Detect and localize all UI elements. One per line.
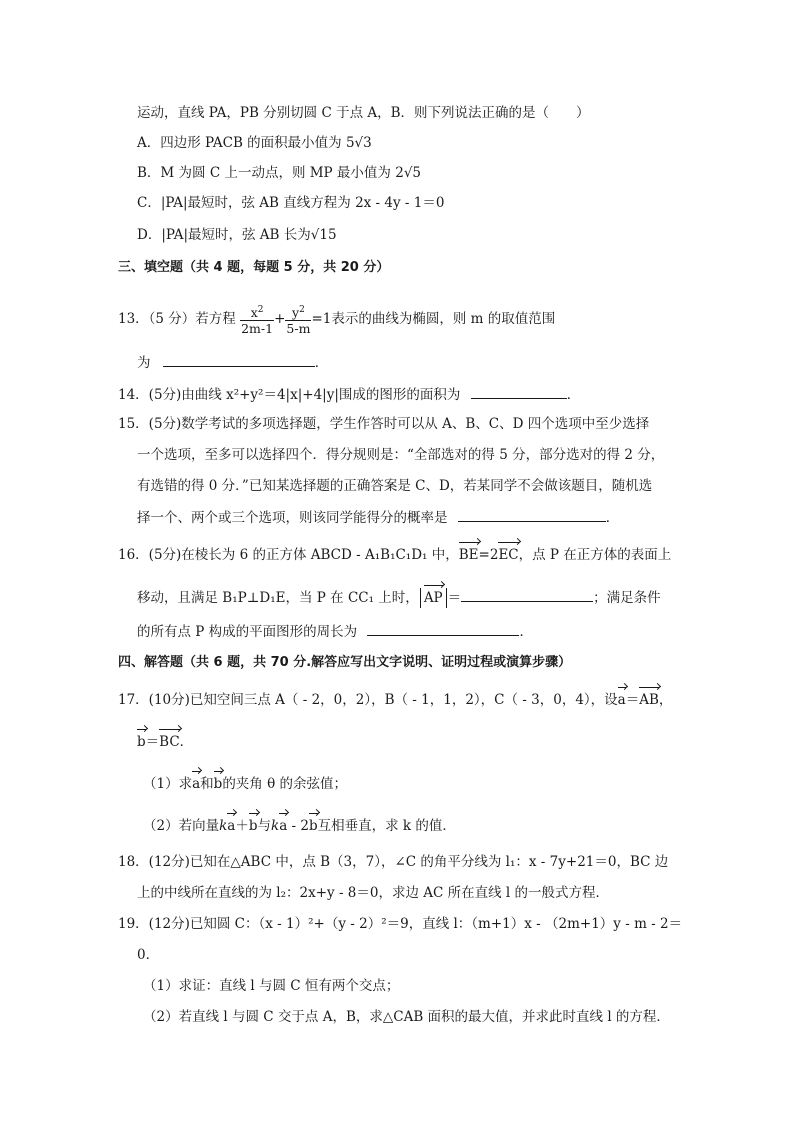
q16-line1: 16．(5分)在棱长为 6 的正方体 ABCD - A₁B₁C₁D₁ 中，BE=2EC，点 P 在正方体的表面上 [118,547,672,563]
q17-line2: b＝BC． [137,734,194,750]
q19-line1: 19．(12分)已知圆 C：（x - 1）²+（y - 2）²＝9，直线 l：（m+1）x - （2m+1）y - m - 2＝ [118,916,683,932]
vector-b: b [137,734,146,750]
q17-line1: 17．(10分)已知空间三点 A（ - 2，0，2），B（ - 1，1，2），C（ - 3，0，4），设a＝AB， [118,692,673,708]
q16-line2: 移动，且满足 B₁P⊥D₁E，当 P 在 CC₁ 上时， AP ＝ ；满足条件 [137,587,661,608]
q19-line2: 0． [137,947,160,963]
q16-answer-blank-2[interactable] [367,621,519,636]
q15-line4: 择一个、两个或三个选项，则该同学能得分的概率是 ． [137,507,619,528]
q13-line1: 13．（5 分）若方程 $\frac{x^2}{2m-1}$ + $\frac{y^2}{5-m}$ =1表示的曲线为椭圆，则 m 的取值范围 [118,304,556,337]
q19-part2: （2）若直线 l 与圆 C 交于点 A，B，求△CAB 面积的最大值，并求此时直线 l 的方程． [143,1009,670,1025]
q12-option-c: C．|PA|最短时，弦 AB 直线方程为 2x - 4y - 1＝0 [137,195,445,211]
section-3-heading: 三、填空题（共 4 题，每题 5 分，共 20 分） [118,260,390,275]
q13-mid: =1表示的曲线为椭圆，则 m 的取值范围 [311,311,556,327]
q18-line1: 18．(12分)已知在△ABC 中，点 B（3，7），∠C 的角平分线为 l₁：x - 7y+21＝0，BC 边 [118,854,669,870]
q17-part1: （1）求a和b的夹角 θ 的余弦值； [143,776,348,792]
q18-line2: 上的中线所在直线的为 l₂：2x+y - 8＝0，求边 AC 所在直线 l 的一般式方程． [137,885,610,901]
q13-answer-blank[interactable] [163,352,315,367]
q15-line2: 一个选项，至多可以选择四个．得分规则是：“全部选对的得 5 分，部分选对的得 2 分， [137,447,665,463]
q16-answer-blank-1[interactable] [461,587,593,602]
q12-stem: 运动，直线 PA，PB 分别切圆 C 于点 A，B．则下列说法正确的是（ ） [137,105,590,121]
q13-line2: 为 ． [137,352,328,373]
q15-line3: 有选错的得 0 分．”已知某选择题的正确答案是 C、D，若某同学不会做该题目，随机选 [137,478,653,494]
vector-a: a [617,692,626,708]
q14-line: 14．(5分)由曲线 x²+y²＝4|x|+4|y|围成的图形的面积为 ． [118,384,580,405]
q12-option-a: A．四边形 PACB 的面积最小值为 5√3 [137,135,372,151]
vector-be: BE [458,547,479,563]
q13-x-fraction: $\frac{x^2}{2m-1}$ [241,304,274,337]
q13-prefix: 13．（5 分）若方程 [118,311,236,327]
vector-ec: EC [498,547,519,563]
ap-magnitude: AP [420,588,447,608]
q14-answer-blank[interactable] [471,384,567,399]
q12-option-b: B．M 为圆 C 上一动点，则 MP 最小值为 2√5 [137,165,422,181]
vector-ab: AB [639,692,659,708]
section-4-heading: 四、解答题（共 6 题，共 70 分.解答应写出文字说明、证明过程或演算步骤） [118,655,572,670]
q15-answer-blank[interactable] [458,507,606,522]
q13-y-fraction: $\frac{y^2}{5-m}$ [286,304,311,337]
q17-part2: （2）若向量ka＋b与ka - 2b互相垂直，求 k 的值． [143,818,456,834]
vector-bc: BC [159,734,180,750]
q15-line1: 15．(5分)数学考试的多项选择题，学生作答时可以从 A、B、C、D 四个选项中至少选择 [118,416,650,432]
q12-option-d: D．|PA|最短时，弦 AB 长为√15 [137,227,337,243]
q16-line3: 的所有点 P 构成的平面图形的周长为 ． [137,621,533,642]
q19-part1: （1）求证：直线 l 与圆 C 恒有两个交点； [143,978,400,994]
